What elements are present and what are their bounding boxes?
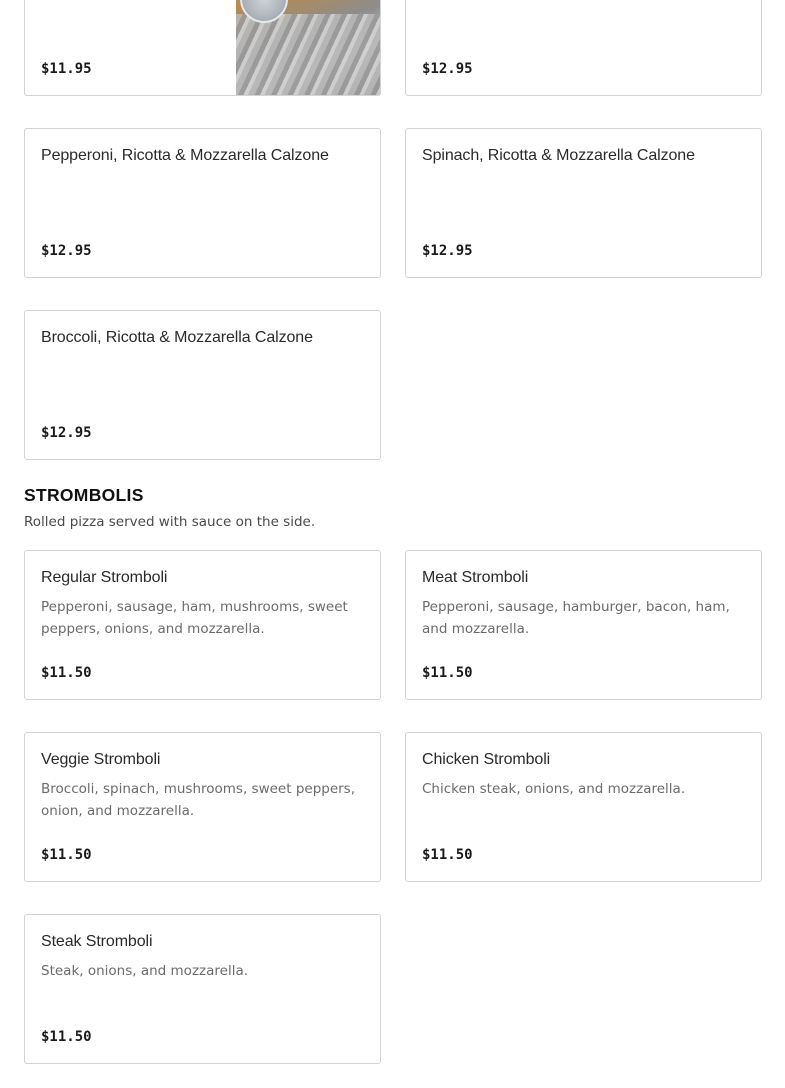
item-description: Steak, onions, and mozzarella.: [41, 963, 249, 979]
item-name: Regular Stromboli: [41, 569, 168, 586]
menu-item-card[interactable]: [24, 310, 381, 460]
item-price: $11.50: [422, 665, 473, 681]
item-name: Veggie Stromboli: [41, 751, 161, 768]
menu-item-card[interactable]: [24, 128, 381, 278]
menu-item-card[interactable]: [405, 550, 762, 700]
item-photo: [236, 0, 380, 95]
menu-item-card[interactable]: [24, 0, 381, 96]
menu-item-card[interactable]: [405, 128, 762, 278]
item-price: $11.50: [41, 847, 92, 863]
item-price: $12.95: [422, 243, 473, 259]
item-price: $11.50: [422, 847, 473, 863]
menu-item-card[interactable]: [24, 550, 381, 700]
item-name: Steak Stromboli: [41, 933, 153, 950]
item-price: $12.95: [422, 61, 473, 77]
item-name: Broccoli, Ricotta & Mozzarella Calzone: [41, 329, 313, 346]
item-description: Pepperoni, sausage, hamburger, bacon, ham, and mozzarella.: [422, 599, 730, 637]
item-description: Pepperoni, sausage, ham, mushrooms, sweet peppers, onions, and mozzarella.: [41, 599, 348, 637]
menu-item-card[interactable]: [405, 0, 762, 96]
section-title: STROMBOLIS: [24, 485, 144, 505]
item-price: $11.95: [41, 61, 92, 77]
item-name: Spinach, Ricotta & Mozzarella Calzone: [422, 147, 695, 164]
item-name: Meat Stromboli: [422, 569, 529, 586]
menu-item-card[interactable]: [24, 914, 381, 1064]
item-name: Pepperoni, Ricotta & Mozzarella Calzone: [41, 147, 329, 164]
menu-item-card[interactable]: [405, 732, 762, 882]
item-price: $11.50: [41, 665, 92, 681]
item-description: Broccoli, spinach, mushrooms, sweet peppers, onion, and mozzarella.: [41, 781, 356, 819]
section-description: Rolled pizza served with sauce on the side.: [24, 514, 316, 530]
menu-item-card[interactable]: [24, 732, 381, 882]
item-price: $11.50: [41, 1029, 92, 1045]
item-price: $12.95: [41, 425, 92, 441]
item-name: Chicken Stromboli: [422, 751, 551, 768]
item-price: $12.95: [41, 243, 92, 259]
item-description: Chicken steak, onions, and mozzarella.: [422, 781, 686, 797]
